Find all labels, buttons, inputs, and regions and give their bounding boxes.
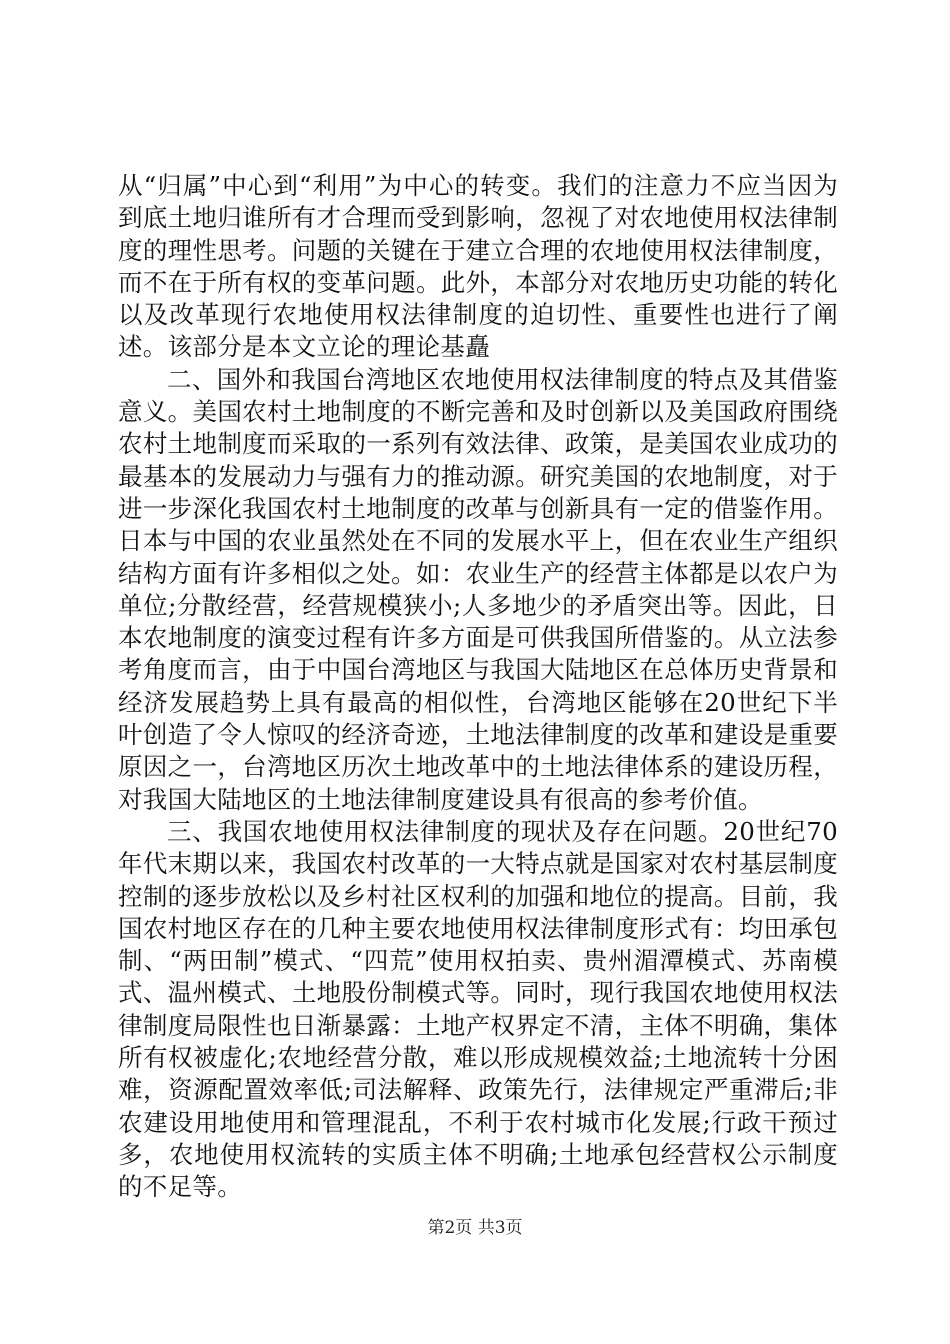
- document-body: [118, 170, 838, 1204]
- paragraph-continuation: 从“归属”中心到“利用”为中心的转变。我们的注意力不应当因为到底土地归谁所有才合理而受到影响，忽视了对农地使用权法律制度的理性思考。问题的关键在于建立合理的农地使用权法律制度，而不在于所有权的变革问题。此外，本部分对农地历史功能的转化以及改革现行农地使用权法律制度的迫切性、重要性也进行了阐述。该部分是本文立论的理论基矗: [118, 171, 838, 362]
- paragraph-section-three: 三、我国农地使用权法律制度的现状及存在问题。20世纪70年代末期以来，我国农村改革的一大特点就是国家对农村基层制度控制的逐步放松以及乡村社区权利的加强和地位的提高。目前，我国农村地区存在的几种主要农地使用权法律制度形式有：均田承包制、“两田制”模式、“四荒”使用权拍卖、贵州湄潭模式、苏南模式、温州模式、土地股份制模式等。同时，现行我国农地使用权法律制度局限性也日渐暴露：土地产权界定不清，主体不明确，集体所有权被虚化;农地经营分散，难以形成规模效益;土地流转十分困难，资源配置效率低;司法解释、政策先行，法律规定严重滞后;非农建设用地使用和管理混乱，不利于农村城市化发展;行政干预过多，农地使用权流转的实质主体不明确;土地承包经营权公示制度的不足等。: [118, 816, 838, 1202]
- paragraph-section-two: 二、国外和我国台湾地区农地使用权法律制度的特点及其借鉴意义。美国农村土地制度的不断完善和及时创新以及美国政府围绕农村土地制度而采取的一系列有效法律、政策，是美国农业成功的最基本的发展动力与强有力的推动源。研究美国的农地制度，对于进一步深化我国农村土地制度的改革与创新具有一定的借鉴作用。日本与中国的农业虽然处在不同的发展水平上，但在农业生产组织结构方面有许多相似之处。如：农业生产的经营主体都是以农户为单位;分散经营，经营规模狭小;人多地少的矛盾突出等。因此，日本农地制度的演变过程有许多方面是可供我国所借鉴的。从立法参考角度而言，由于中国台湾地区与我国大陆地区在总体历史背景和经济发展趋势上具有最高的相似性，台湾地区能够在20世纪下半叶创造了令人惊叹的经济奇迹，土地法律制度的改革和建设是重要原因之一，台湾地区历次土地改革中的土地法律体系的建设历程，对我国大陆地区的土地法律制度建设具有很高的参考价值。: [118, 364, 838, 814]
- page-number-footer: 第2页 共3页: [427, 1218, 523, 1238]
